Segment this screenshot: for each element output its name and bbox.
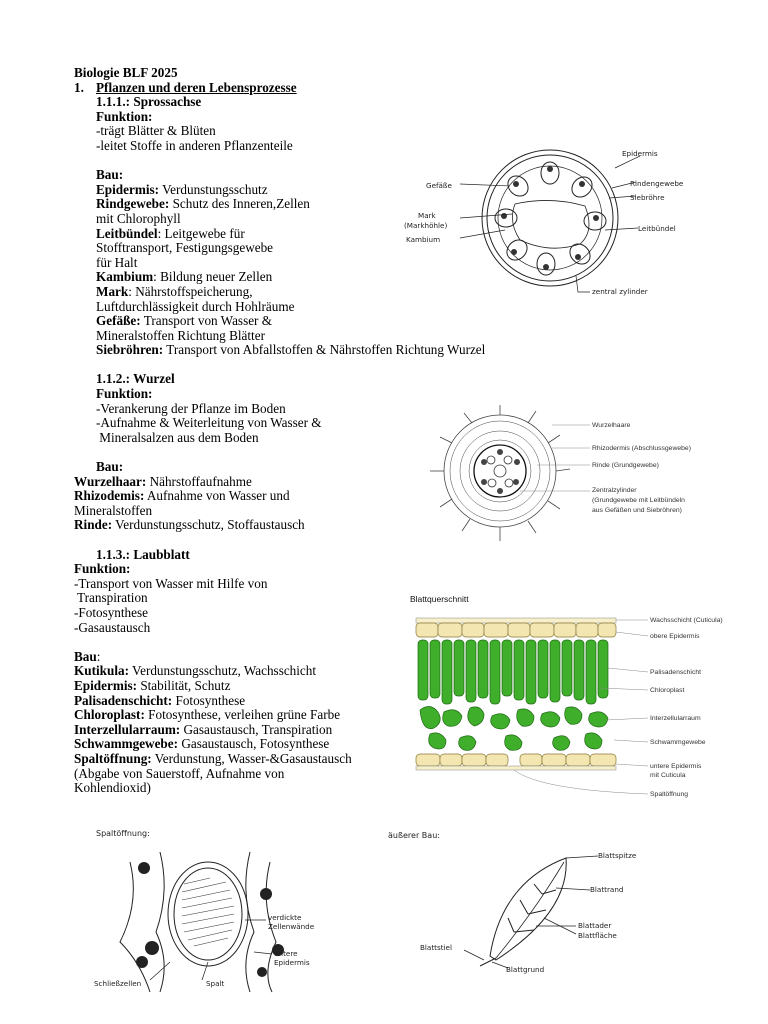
label-epidermis: Epidermis — [622, 149, 658, 158]
bau-item: Epidermis: Verdunstungsschutz — [96, 181, 268, 197]
label-chloroplast: Chloroplast — [650, 687, 685, 694]
label-obere-epidermis: obere Epidermis — [650, 633, 700, 640]
label-rindengewebe: Rindengewebe — [630, 179, 684, 188]
bau-item: Leitbündel: Leitgewebe für — [96, 225, 245, 241]
bau-item: Epidermis: Stabilität, Schutz — [74, 677, 231, 693]
funktion-item: Transpiration — [74, 590, 148, 606]
doc-title: Biologie BLF 2025 — [74, 65, 178, 80]
funktion-item: -Transport von Wasser mit Hilfe von — [74, 575, 268, 591]
label-zentralzylinder: zentral zylinder — [592, 287, 648, 296]
funktion-item: -Aufnahme & Weiterleitung von Wasser & — [96, 415, 322, 431]
label-verdickte: verdickte — [268, 913, 302, 922]
leaf-cross-section-figure — [410, 592, 740, 807]
label-wurzelhaare: Wurzelhaare — [592, 422, 631, 429]
label-palisadenschicht: Palisadenschicht — [650, 669, 702, 676]
bau-item: Stofftransport, Festigungsgewebe — [96, 240, 274, 256]
bau-label: Bau: — [74, 648, 101, 664]
label-spalt: Spalt — [206, 979, 225, 988]
label-mit-cuticula: mit Cuticula — [650, 772, 686, 779]
label-markhoehle: (Markhöhle) — [404, 221, 448, 230]
funktion-item: -Fotosynthese — [74, 604, 148, 620]
label-blattader: Blattader — [578, 921, 612, 930]
root-cross-section-figure — [412, 405, 712, 545]
bau-item: Chloroplast: Fotosynthese, verleihen grüne Farbe — [74, 707, 341, 723]
stoma-title: Spaltöffnung: — [96, 829, 150, 838]
bau-item: Luftdurchlässigkeit durch Hohlräume — [96, 298, 295, 314]
bau-item: Spaltöffnung: Verdunstung, Wasser-&Gasaustausch — [74, 750, 352, 766]
bau-item: Mineralstoffen Richtung Blätter — [96, 327, 265, 343]
bau-item: Mark: Nährstoffspeicherung, — [96, 283, 253, 299]
label-epidermis: Epidermis — [274, 958, 310, 967]
label-grundgewebe: (Grundgewebe mit Leitbündeln — [592, 497, 685, 504]
label-mark: Mark — [418, 211, 436, 220]
label-kambium: Kambium — [406, 235, 441, 244]
label-gefaesse-siebroehren: aus Gefäßen und Siebröhren) — [592, 507, 682, 514]
outer-leaf-figure — [384, 822, 684, 982]
label-untere-epidermis: untere Epidermis — [650, 763, 702, 770]
label-cuticula: Wachsschicht (Cuticula) — [650, 617, 723, 624]
funktion-item: -Gasaustausch — [74, 619, 151, 635]
section-heading-laubblatt: 1.1.3.: Laubblatt — [96, 546, 190, 562]
label-rinde: Rinde (Grundgewebe) — [592, 462, 659, 469]
bau-label: Bau: — [96, 459, 124, 475]
section-heading-sprossachse: 1.1.1.: Sprossachse — [96, 94, 202, 110]
bau-item: Palisadenschicht: Fotosynthese — [74, 692, 246, 708]
funktion-item: -Verankerung der Pflanze im Boden — [96, 400, 286, 416]
bau-item: Rhizodemis: Aufnahme von Wasser und — [74, 488, 290, 504]
funktion-item: -leitet Stoffe in anderen Pflanzenteile — [96, 137, 293, 153]
label-blattspitze: Blattspitze — [598, 851, 637, 860]
bau-item: für Halt — [96, 254, 138, 270]
bau-item: mit Chlorophyll — [96, 210, 181, 226]
label-blattflaeche: Blattfläche — [578, 931, 617, 940]
stem-cross-section-figure — [400, 136, 700, 306]
bau-label: Bau: — [96, 167, 124, 183]
funktion-label: Funktion: — [96, 386, 153, 402]
bau-item: (Abgabe von Sauerstoff, Aufnahme von — [74, 765, 285, 781]
label-schliesszellen: Schließzellen — [94, 979, 142, 988]
bau-item: Wurzelhaar: Nährstoffaufnahme — [74, 473, 252, 489]
bau-item: Kohlendioxid) — [74, 780, 151, 796]
outer-title: äußerer Bau: — [388, 831, 440, 840]
stoma-figure — [90, 822, 350, 997]
label-siebroehre: Siebröhre — [630, 193, 665, 202]
funktion-item: Mineralsalzen aus dem Boden — [96, 429, 259, 445]
label-leitbuendel: Leitbündel — [638, 224, 676, 233]
bau-item: Kutikula: Verdunstungsschutz, Wachsschicht — [74, 663, 317, 679]
bau-item: Siebröhren: Transport von Abfallstoffen & Nährstoffen Richtung Wurzel — [96, 342, 486, 358]
leaf-figure-title: Blattquerschnitt — [410, 594, 469, 604]
bau-item: Schwammgewebe: Gasaustausch, Fotosynthese — [74, 736, 330, 752]
funktion-label: Funktion: — [96, 108, 153, 124]
funktion-item: -trägt Blätter & Blüten — [96, 123, 216, 139]
section-heading-wurzel: 1.1.2.: Wurzel — [96, 371, 175, 387]
label-blattgrund: Blattgrund — [506, 965, 545, 974]
bau-item: Rinde: Verdunstungsschutz, Stoffaustausch — [74, 517, 305, 533]
label-zellenwaende: Zellenwände — [268, 922, 315, 931]
label-schwammgewebe: Schwammgewebe — [650, 739, 706, 746]
label-spaltoeffnung: Spaltöffnung — [650, 791, 689, 798]
bau-item: Gefäße: Transport von Wasser & — [96, 313, 272, 329]
bau-item: Interzellularraum: Gasaustausch, Transpiration — [74, 721, 333, 737]
chapter-heading: 1. Pflanzen und deren Lebensprozesse — [74, 79, 297, 95]
funktion-label: Funktion: — [74, 561, 131, 577]
label-blattstiel: Blattstiel — [420, 943, 452, 952]
label-rhizodermis: Rhizodermis (Abschlussgewebe) — [592, 445, 691, 452]
label-zentralzylinder: Zentralzylinder — [592, 487, 637, 494]
label-untere: untere — [274, 949, 298, 958]
bau-item: Rindgewebe: Schutz des Inneren,Zellen — [96, 196, 310, 212]
bau-item: Kambium: Bildung neuer Zellen — [96, 269, 273, 285]
label-interzellularraum: Interzellularraum — [650, 715, 701, 722]
label-gefaesse: Gefäße — [426, 181, 452, 190]
bau-item: Mineralstoffen — [74, 502, 153, 518]
label-blattrand: Blattrand — [590, 885, 624, 894]
